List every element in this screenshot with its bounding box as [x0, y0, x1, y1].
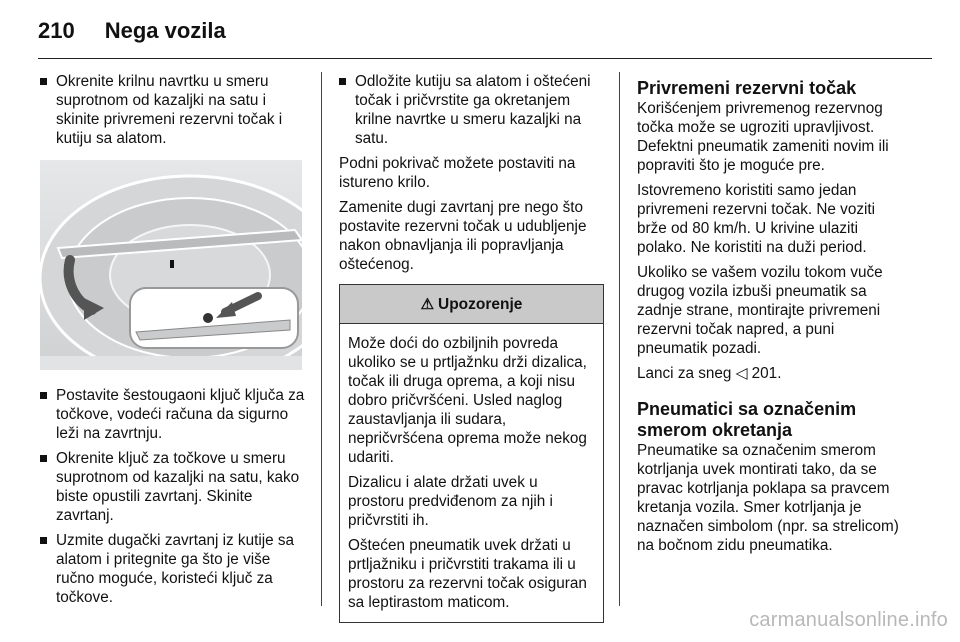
spare-wheel-illustration: [40, 160, 302, 370]
paragraph: Ukoliko se vašem vozilu tokom vuče drugog vozila izbuši pneumatik sa zadnje strane, montirajte privremeni rezervni točak napred, a puni pneumatik pozadi.: [637, 264, 883, 357]
warning-paragraph: Može doći do ozbiljnih povreda ukoliko se u prtljažnku drži dizalica, točak ili druga oprema, a koji nisu dobro pričvršćeni. Usled naglog zaustavljanja ili sudara, nepričvršćena oprema može nekog udariti.: [348, 335, 587, 466]
list-item-text: Postavite šestougaoni ključ ključa za točkove, vodeći računa da sigurno leži na zavrtnju.: [56, 387, 305, 442]
watermark: carmanualsonline.info: [749, 609, 948, 631]
warning-paragraph: Oštećen pneumatik uvek držati u prtljažniku i pričvrstiti trakama ili u prostoru za rezervni točak osiguran sa leptirastom maticom.: [348, 537, 587, 611]
bullet-square-icon: [40, 455, 47, 462]
list-item-text: Odložite kutiju sa alatom i oštećeni točak i pričvrstite ga okretanjem krilne navrtke u smeru kazaljki na satu.: [355, 73, 591, 147]
paragraph: Pneumatike sa označenim smerom kotrljanja uvek montirati tako, da se pravac kotrljanja poklapa sa pravcem kretanja vozila. Smer kotrljanja je naznačen simbolom (npr. sa strelicom) na bočnom zidu pneumatika.: [637, 442, 899, 554]
page-reference-link[interactable]: 201.: [751, 365, 782, 382]
warning-header: [340, 285, 603, 324]
warning-box: [339, 284, 604, 623]
header-rule: [38, 58, 932, 59]
snow-chains-reference: [637, 364, 907, 383]
page-header: [38, 18, 226, 48]
warning-paragraph: Dizalicu i alate držati uvek u prostoru predviđenom za njih i pričvrstiti ih.: [348, 474, 553, 529]
snow-chains-text: Lanci za sneg: [637, 365, 732, 382]
paragraph: Podni pokrivač možete postaviti na istureno krilo.: [339, 155, 576, 191]
column-divider-1: [321, 72, 322, 606]
list-item: [40, 72, 305, 148]
column-1: [40, 72, 305, 613]
list-item: [339, 72, 604, 148]
bullet-square-icon: [40, 537, 47, 544]
list-item-text: Okrenite ključ za točkove u smeru suprotnom od kazaljki na satu, kako biste opustili zavrtanj. Skinite zavrtanj.: [56, 450, 300, 524]
bullet-square-icon: [40, 78, 47, 85]
list-item: [40, 449, 305, 525]
paragraph: Zamenite dugi zavrtanj pre nego što postavite rezervni točak u udubljenje nakon obnavljanja ili popravljanja oštećenog.: [339, 199, 587, 273]
warning-body: [340, 324, 603, 622]
heading-directional-tyres: Pneumatici sa označenim smerom okretanja: [637, 399, 857, 440]
warning-title: Upozorenje: [438, 295, 523, 313]
bullet-square-icon: [40, 392, 47, 399]
column-2: [339, 72, 604, 623]
heading-temporary-spare: Privremeni rezervni točak: [637, 78, 857, 98]
page-number: 210: [38, 18, 75, 43]
spare-wheel-drawing: [40, 160, 302, 370]
list-item-text: Okrenite krilnu navrtku u smeru suprotnom od kazaljki na satu i skinite privremeni rezervni točak i kutiju sa alatom.: [56, 73, 283, 147]
paragraph: Korišćenjem privremenog rezervnog točka može se ugroziti upravljivost. Defektni pneumatik zameniti novim ili popraviti što je moguće pre.: [637, 100, 889, 174]
list-item: [40, 386, 305, 443]
column-3: [637, 72, 907, 561]
page-reference-icon: ◁: [735, 365, 748, 382]
paragraph: Istovremeno koristiti samo jedan privremeni rezervni točak. Ne voziti brže od 80 km/h. U krivine ulaziti polako. Ne koristiti na duži period.: [637, 182, 876, 256]
section-title: Nega vozila: [104, 18, 226, 43]
list-item: [40, 531, 305, 607]
list-item-text: Uzmite dugački zavrtanj iz kutije sa alatom i pritegnite ga što je više ručno moguće, koristeći ključ za točkove.: [56, 532, 295, 606]
column-divider-2: [619, 72, 620, 606]
bullet-square-icon: [339, 78, 346, 85]
warning-triangle-icon: ⚠: [420, 295, 435, 313]
